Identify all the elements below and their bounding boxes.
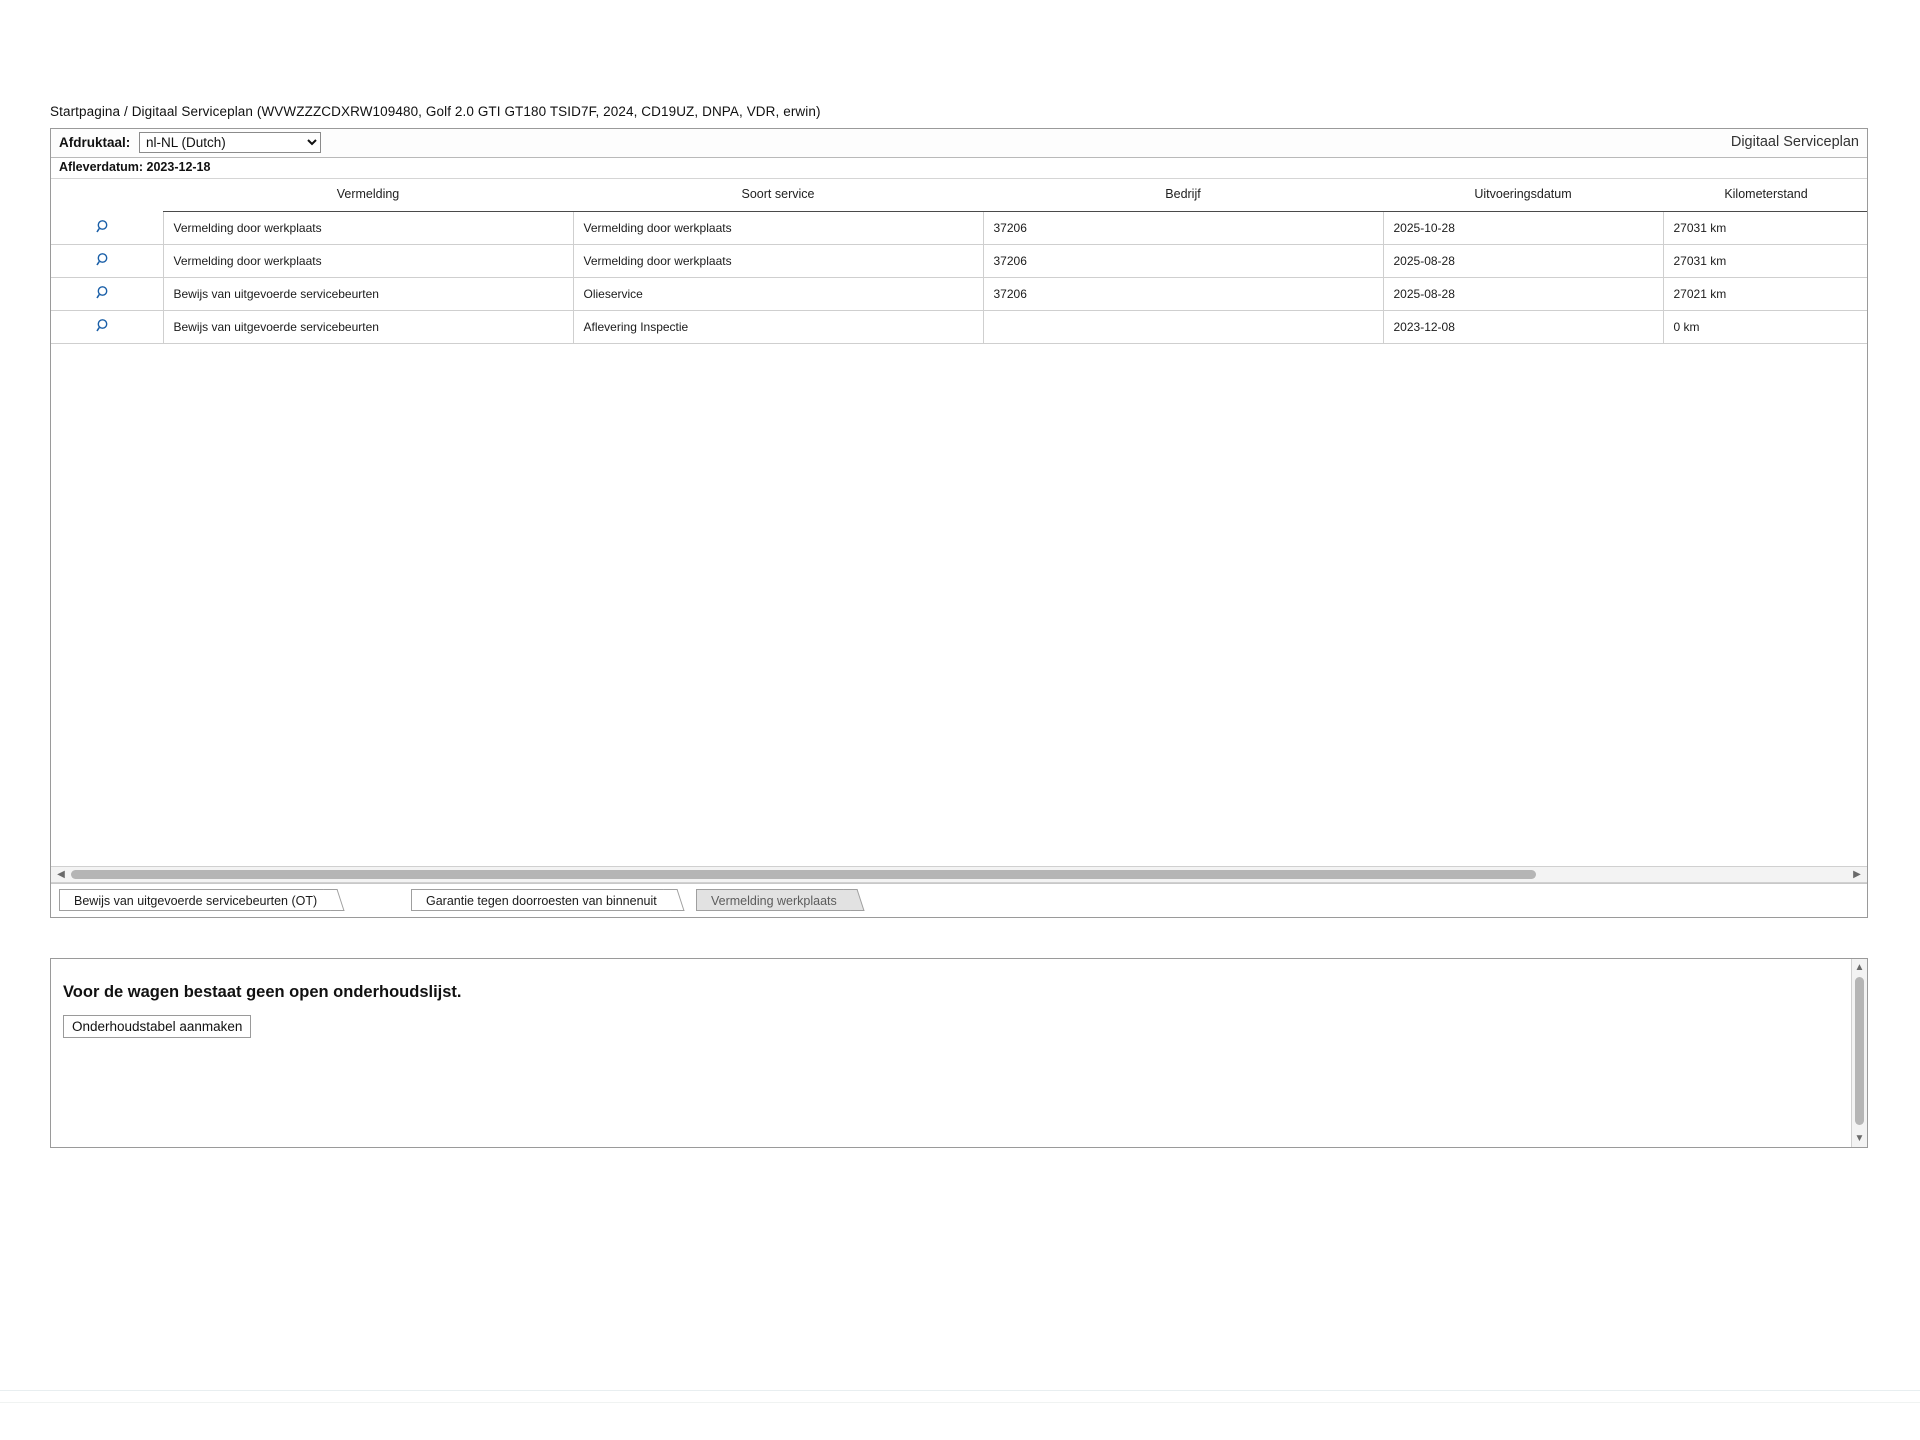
print-language-select[interactable] <box>139 132 321 153</box>
horizontal-scrollbar[interactable] <box>51 866 1867 883</box>
print-language-label: Afdruktaal: <box>59 135 131 150</box>
tab-bewijs-servicebeurten[interactable]: Bewijs van uitgevoerde servicebeurten (OT) <box>59 889 334 911</box>
column-header-icon <box>51 179 163 212</box>
table-row[interactable] <box>51 212 1867 245</box>
vertical-scrollbar-thumb[interactable] <box>1855 977 1864 1125</box>
column-header-kilometerstand: Kilometerstand <box>1663 179 1867 212</box>
service-plan-panel <box>50 128 1868 918</box>
row-detail-button[interactable] <box>51 310 163 343</box>
magnifier-icon[interactable] <box>96 285 111 300</box>
cell-soort-service: Vermelding door werkplaats <box>573 244 983 277</box>
column-header-uitvoeringsdatum: Uitvoeringsdatum <box>1383 179 1663 212</box>
scroll-down-arrow-icon[interactable]: ▼ <box>1854 1133 1865 1144</box>
magnifier-icon[interactable] <box>96 252 111 267</box>
table-row[interactable] <box>51 244 1867 277</box>
panel-title: Digitaal Serviceplan <box>1730 134 1859 150</box>
vertical-scrollbar[interactable] <box>1851 959 1867 1147</box>
maintenance-message: Voor de wagen bestaat geen open onderhoudslijst. <box>63 983 462 1001</box>
cell-uitvoeringsdatum: 2025-08-28 <box>1383 277 1663 310</box>
cell-vermelding: Bewijs van uitgevoerde servicebeurten <box>163 277 573 310</box>
cell-kilometerstand: 27021 km <box>1663 277 1867 310</box>
cell-uitvoeringsdatum: 2023-12-08 <box>1383 310 1663 343</box>
scroll-right-arrow-icon[interactable]: ▶ <box>1853 869 1861 880</box>
table-row[interactable] <box>51 277 1867 310</box>
cell-vermelding: Vermelding door werkplaats <box>163 212 573 245</box>
panel-toolbar <box>51 129 1867 158</box>
cell-kilometerstand: 0 km <box>1663 310 1867 343</box>
cell-bedrijf <box>983 310 1383 343</box>
cell-kilometerstand: 27031 km <box>1663 212 1867 245</box>
cell-vermelding: Vermelding door werkplaats <box>163 244 573 277</box>
delivery-date-text: Afleverdatum: 2023-12-18 <box>59 160 211 174</box>
magnifier-icon[interactable] <box>96 219 111 234</box>
table-header-row <box>51 179 1867 212</box>
column-header-soort-service: Soort service <box>573 179 983 212</box>
breadcrumb: Startpagina / Digitaal Serviceplan (WVWZZZCDXRW109480, Golf 2.0 GTI GT180 TSID7F, 2024, CD19UZ, DNPA, VDR, erwin) <box>50 104 821 119</box>
tab-bar <box>51 883 1867 917</box>
magnifier-icon[interactable] <box>96 318 111 333</box>
column-header-bedrijf: Bedrijf <box>983 179 1383 212</box>
horizontal-scrollbar-thumb[interactable] <box>71 870 1536 879</box>
cell-kilometerstand: 27031 km <box>1663 244 1867 277</box>
cell-vermelding: Bewijs van uitgevoerde servicebeurten <box>163 310 573 343</box>
scan-artifact <box>0 1390 1920 1391</box>
cell-bedrijf: 37206 <box>983 212 1383 245</box>
column-header-vermelding: Vermelding <box>163 179 573 212</box>
cell-soort-service: Aflevering Inspectie <box>573 310 983 343</box>
scroll-up-arrow-icon[interactable]: ▲ <box>1854 962 1865 973</box>
tab-garantie-doorroesten[interactable]: Garantie tegen doorroesten van binnenuit <box>411 889 674 911</box>
tab-vermelding-werkplaats[interactable]: Vermelding werkplaats <box>696 889 854 911</box>
row-detail-button[interactable] <box>51 277 163 310</box>
cell-bedrijf: 37206 <box>983 277 1383 310</box>
maintenance-panel <box>50 958 1868 1148</box>
create-maintenance-table-button[interactable]: Onderhoudstabel aanmaken <box>63 1015 251 1038</box>
cell-soort-service: Olieservice <box>573 277 983 310</box>
panel-subheader <box>51 158 1867 179</box>
service-entries-table <box>51 179 1867 344</box>
cell-uitvoeringsdatum: 2025-08-28 <box>1383 244 1663 277</box>
service-entries-table-wrap <box>51 179 1867 865</box>
table-row[interactable] <box>51 310 1867 343</box>
row-detail-button[interactable] <box>51 212 163 245</box>
cell-soort-service: Vermelding door werkplaats <box>573 212 983 245</box>
cell-uitvoeringsdatum: 2025-10-28 <box>1383 212 1663 245</box>
scan-artifact <box>0 1402 1920 1403</box>
row-detail-button[interactable] <box>51 244 163 277</box>
scroll-left-arrow-icon[interactable]: ◀ <box>57 869 65 880</box>
cell-bedrijf: 37206 <box>983 244 1383 277</box>
